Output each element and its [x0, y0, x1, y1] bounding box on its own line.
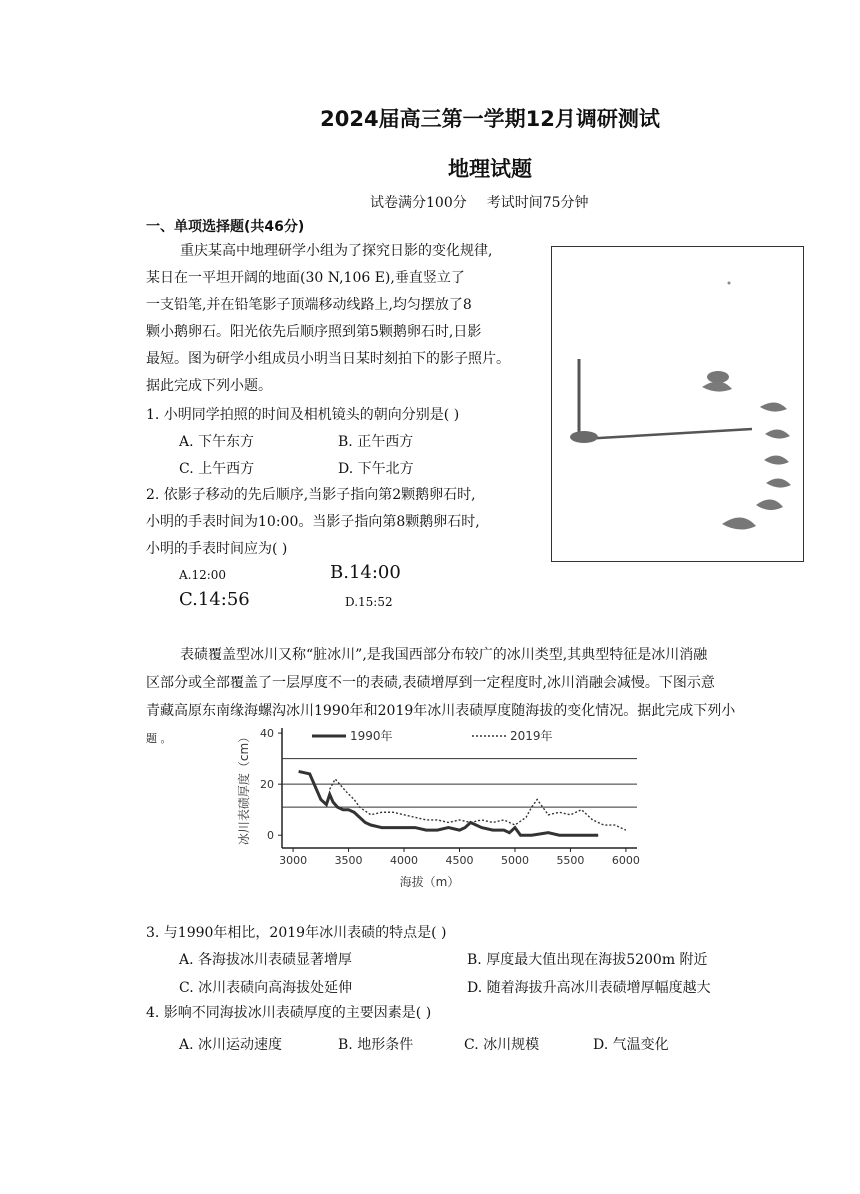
x-tick-label: 3500: [334, 854, 363, 867]
passage-line: 表碛覆盖型冰川又称“脏冰川”,是我国西部分布较广的冰川类型,其典型特征是冰川消融: [180, 647, 708, 663]
x-tick-label: 3000: [279, 854, 308, 867]
pebble-icon: [760, 402, 787, 411]
x-tick-label: 4000: [390, 854, 419, 867]
q3-option-b[interactable]: B. 厚度最大值出现在海拔5200m 附近: [467, 952, 708, 968]
question-3-stem: 3. 与1990年相比，2019年冰川表碛的特点是( ): [146, 925, 447, 941]
passage-line: 重庆某高中地理研学小组为了探究日影的变化规律,: [180, 243, 493, 259]
x-tick-label: 5000: [500, 854, 529, 867]
pebble-icon: [702, 381, 732, 391]
q2-option-b[interactable]: B.14:00: [330, 562, 401, 583]
q2-option-c[interactable]: C.14:56: [179, 589, 250, 610]
q1-option-d[interactable]: D. 下午北方: [338, 461, 414, 477]
section-heading: 一、单项选择题(共46分): [146, 219, 305, 235]
q4-option-d[interactable]: D. 气温变化: [593, 1037, 669, 1053]
x-tick-label: 4500: [445, 854, 474, 867]
passage-line: 据此完成下列小题。: [146, 378, 272, 394]
q2-option-a[interactable]: A.12:00: [179, 568, 227, 582]
q2-stem-line: 2. 依影子移动的先后顺序,当影子指向第2颗鹅卵石时,: [146, 487, 476, 503]
series-line-2019年: [330, 779, 626, 830]
photo-illustration: [552, 247, 803, 561]
debris-thickness-chart: [232, 708, 652, 897]
pebble-icon: [722, 517, 756, 529]
pebble-icon: [707, 371, 729, 383]
pebble-icon: [756, 499, 783, 510]
question-1-stem: 1. 小明同学拍照的时间及相机镜头的朝向分别是( ): [146, 407, 460, 423]
question-2-stem: [146, 482, 480, 563]
q4-option-a[interactable]: A. 冰川运动速度: [179, 1037, 283, 1053]
pebble-icon: [570, 431, 598, 443]
chart-svg: [232, 708, 652, 893]
q1-option-a[interactable]: A. 下午东方: [179, 434, 255, 450]
passage-line: 某日在一平坦开阔的地面(30 N,106 E),垂直竖立了: [146, 270, 465, 286]
y-axis-label: 冰川表碛厚度（cm）: [237, 730, 251, 846]
q3-option-d[interactable]: D. 随着海拔升高冰川表碛增厚幅度越大: [467, 980, 711, 996]
legend-label: 2019年: [510, 729, 553, 743]
q4-option-b[interactable]: B. 地形条件: [338, 1037, 414, 1053]
passage-1: [146, 238, 548, 400]
exam-info: [370, 192, 589, 212]
x-axis-label: 海拔（m）: [399, 875, 460, 889]
shadow-line-icon: [582, 429, 752, 439]
passage-line: 颗小鹅卵石。阳光依先后顺序照到第5颗鹅卵石时,日影: [146, 324, 482, 340]
passage-line: 区部分或全部覆盖了一层厚度不一的表碛,表碛增厚到一定程度时,冰川消融会减慢。下图示意: [146, 675, 715, 691]
q2-option-d[interactable]: D.15:52: [345, 595, 393, 609]
passage-line: 一支铅笔,并在铅笔影子顶端移动线路上,均匀摆放了8: [146, 297, 472, 313]
q2-stem-line: 小明的手表时间为10:00。当影子指向第8颗鹅卵石时,: [146, 514, 480, 530]
q3-option-c[interactable]: C. 冰川表碛向高海拔处延伸: [179, 980, 353, 996]
legend-label: 1990年: [350, 729, 393, 743]
pebble-icon: [764, 455, 789, 464]
y-tick-label: 40: [260, 727, 274, 741]
q2-stem-line: 小明的手表时间应为( ): [146, 541, 288, 557]
q1-option-c[interactable]: C. 上午西方: [179, 461, 255, 477]
pebble-icon: [766, 478, 791, 487]
time-info: 考试时间75分钟: [486, 195, 589, 211]
y-tick-label: 0: [267, 829, 274, 843]
subject-title: 地理试题: [448, 157, 532, 181]
score-info: 试卷满分100分: [370, 195, 467, 211]
pencil-shadow-photo: [551, 246, 804, 562]
passage-line: 最短。图为研学小组成员小明当日某时刻拍下的影子照片。: [146, 351, 510, 367]
exam-title: 2024届高三第一学期12月调研测试: [320, 107, 660, 131]
passage-line: 青藏高原东南缘海螺沟冰川1990年和2019年冰川表碛厚度随海拔的变化情况。据此完成下列小: [146, 703, 736, 719]
q4-option-c[interactable]: C. 冰川规模: [464, 1037, 540, 1053]
q1-option-b[interactable]: B. 正午西方: [338, 434, 414, 450]
q3-option-a[interactable]: A. 各海拔冰川表碛显著增厚: [179, 952, 353, 968]
series-line-1990年: [299, 771, 599, 835]
dot-icon: [728, 282, 731, 285]
y-tick-label: 20: [260, 778, 274, 792]
passage-line: 题 。: [146, 732, 172, 745]
pebble-icon: [765, 429, 790, 438]
x-tick-label: 5500: [556, 854, 585, 867]
question-4-stem: 4. 影响不同海拔冰川表碛厚度的主要因素是( ): [146, 1005, 432, 1021]
x-tick-label: 6000: [611, 854, 640, 867]
